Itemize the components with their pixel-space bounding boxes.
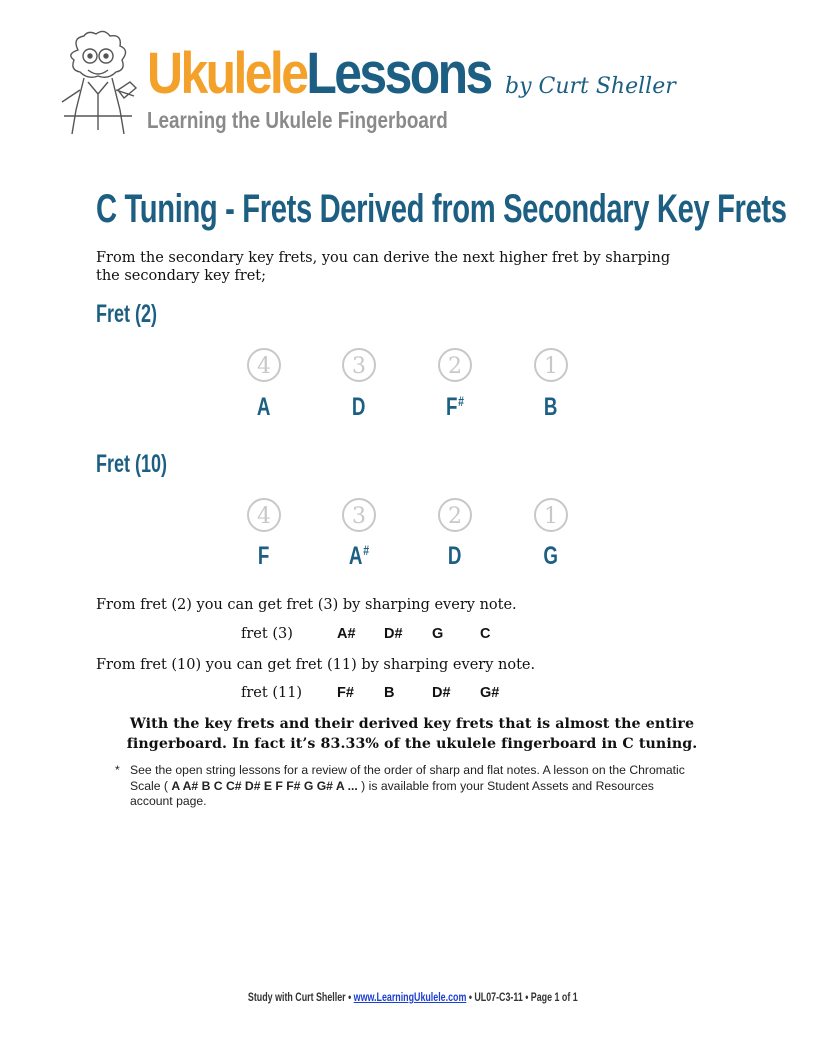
string-number: 3: [352, 354, 366, 379]
string-3-icon: [341, 347, 377, 383]
byline: by Curt Sheller: [505, 74, 676, 99]
string-1-icon: [533, 497, 569, 533]
brand-lessons: Lessons: [306, 41, 491, 106]
derived-note: G#: [480, 685, 500, 701]
footnote-marker: *: [115, 763, 120, 777]
derived-note: C: [480, 626, 491, 642]
string-4-icon: [246, 497, 282, 533]
website-link[interactable]: www.LearningUkulele.com: [353, 990, 467, 1004]
note-string-4: F: [257, 542, 270, 570]
summary-text: [96, 714, 728, 754]
derived-note: A#: [337, 626, 356, 642]
derived-note: F#: [337, 685, 354, 701]
footer-prefix: Study with Curt Sheller •: [248, 990, 354, 1004]
string-2-icon: [437, 347, 473, 383]
string-1-icon: [533, 347, 569, 383]
summary-line-2: fingerboard. In fact it’s 83.33% of the ukulele fingerboard in C tuning.: [126, 736, 698, 752]
note-string-2: D: [447, 542, 462, 570]
intro-paragraph: From the secondary key frets, you can derive the next higher fret by sharping the secondary key fret;: [96, 250, 671, 284]
note-string-4: A: [256, 393, 271, 421]
note-string-2: F#: [445, 393, 465, 421]
note-string-3: D: [351, 393, 366, 421]
derived-note: G: [432, 626, 444, 642]
fret-10-heading: Fret (10): [96, 450, 168, 478]
string-4-icon: [246, 347, 282, 383]
derivation-1-label: fret (3): [241, 626, 293, 642]
note-string-1: G: [543, 542, 558, 570]
derived-note: D#: [432, 685, 451, 701]
string-number: 1: [544, 504, 558, 529]
summary-line-1: With the key frets and their derived key frets that is almost the entire: [129, 716, 695, 732]
fret-2-heading: Fret (2): [96, 300, 158, 328]
chromatic-scale: A A# B C C# D# E F F# G G# A ...: [171, 778, 358, 793]
string-2-icon: [437, 497, 473, 533]
mascot-logo-image: [58, 30, 138, 138]
footnote: [115, 763, 690, 810]
page-title: C Tuning - Frets Derived from Secondary Key Frets: [96, 187, 787, 231]
footnote-text-after: ) is available from your Student Assets and Resources account page.: [130, 778, 654, 808]
footer-suffix: • UL07-C3-11 • Page 1 of 1: [466, 990, 578, 1004]
derivation-2-label: fret (11): [241, 685, 303, 701]
derived-note: B: [384, 685, 395, 701]
string-number: 4: [257, 354, 271, 379]
string-number: 2: [448, 504, 462, 529]
header-subtitle: Learning the Ukulele Fingerboard: [147, 107, 448, 133]
derivation-2-text: From fret (10) you can get fret (11) by sharping every note.: [96, 657, 536, 673]
string-number: 2: [448, 354, 462, 379]
brand-ukulele: Ukulele: [147, 41, 307, 106]
string-number: 1: [544, 354, 558, 379]
string-number: 3: [352, 504, 366, 529]
derivation-1-text: From fret (2) you can get fret (3) by sharping every note.: [96, 597, 517, 613]
note-string-1: B: [543, 393, 558, 421]
string-number: 4: [257, 504, 271, 529]
derived-note: D#: [384, 626, 403, 642]
note-string-3: A#: [348, 542, 370, 570]
brand-wordmark: [147, 41, 491, 106]
footnote-text-before: See the open string lessons for a review of the order of sharp and flat notes. A lesson on the Chromatic Scale (: [130, 763, 685, 793]
string-3-icon: [341, 497, 377, 533]
page-footer: [0, 990, 816, 1004]
